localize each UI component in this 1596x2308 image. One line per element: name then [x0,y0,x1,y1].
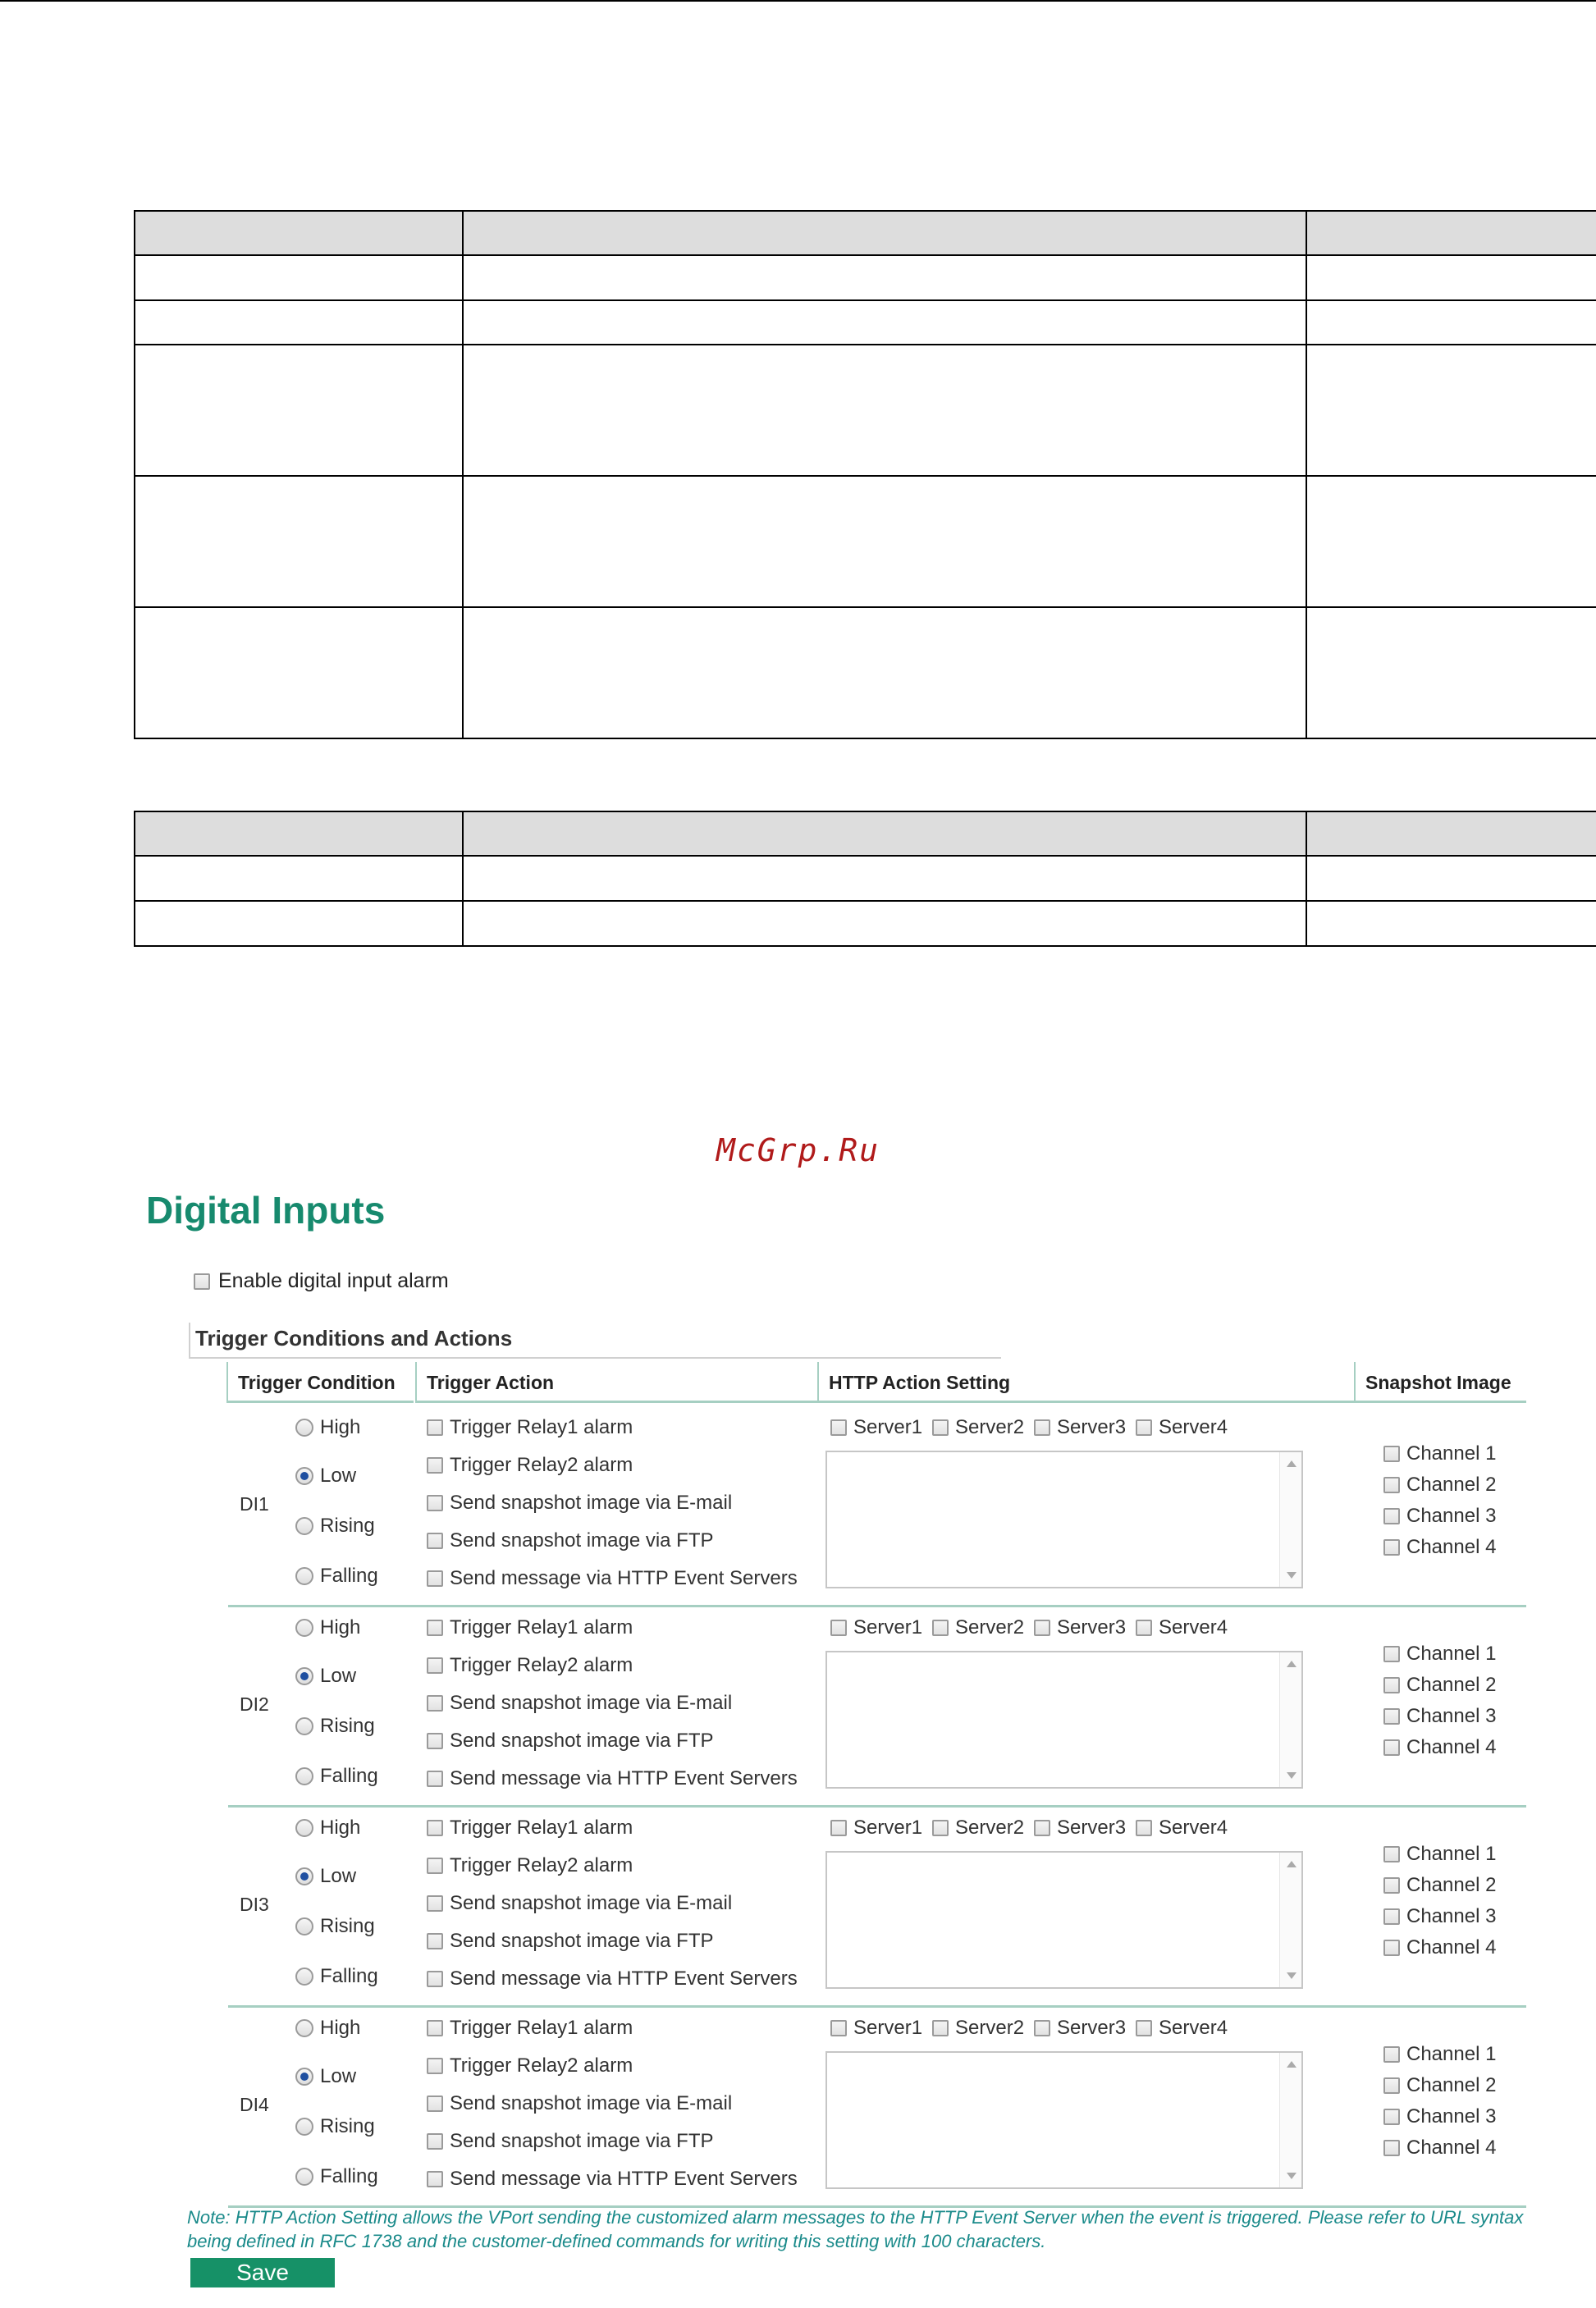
server-checkbox[interactable] [1136,1419,1152,1436]
server-label: Server1 [853,1817,923,1839]
channel-label: Channel 2 [1406,1674,1497,1696]
action-checkbox[interactable] [427,1895,443,1912]
condition-option-rising[interactable] [295,1515,375,1538]
condition-option-low[interactable] [295,1665,356,1688]
server-option-4[interactable] [1136,2017,1228,2040]
action-checkbox[interactable] [427,1771,443,1787]
condition-label: High [320,1817,361,1839]
radio-high[interactable] [295,1419,313,1437]
action-checkbox[interactable] [427,1570,443,1587]
server-label: Server2 [955,2017,1025,2039]
enable-alarm-label: Enable digital input alarm [218,1269,449,1292]
action-checkbox[interactable] [427,1457,443,1474]
http-action-textarea[interactable] [825,1851,1303,1989]
channel-option-4[interactable] [1383,2137,1496,2159]
textarea-scrollbar[interactable] [1279,1853,1301,1987]
server-checkbox[interactable] [830,1820,847,1836]
scroll-down-arrow-icon[interactable] [1287,1772,1296,1779]
channel-option-1[interactable] [1383,1843,1496,1866]
channel-option-4[interactable] [1383,1536,1496,1559]
server-checkbox[interactable] [1136,1620,1152,1636]
condition-label: High [320,1416,361,1438]
server-checkbox[interactable] [932,1419,949,1436]
condition-label: Low [320,1665,357,1687]
channel-label: Channel 1 [1406,2043,1497,2065]
textarea-scrollbar[interactable] [1279,1652,1301,1787]
condition-option-low[interactable] [295,2065,356,2088]
server-option-2[interactable] [932,1817,1024,1840]
server-label: Server3 [1057,2017,1127,2039]
server-option-2[interactable] [932,1616,1024,1639]
action-label: Trigger Relay1 alarm [450,1416,633,1438]
channel-label: Channel 4 [1406,1736,1497,1758]
condition-option-high[interactable] [295,1817,360,1840]
server-label: Server4 [1159,2017,1228,2039]
top-rule [0,0,1596,2]
radio-low[interactable] [295,1867,313,1885]
condition-label: Low [320,1465,357,1487]
radio-high[interactable] [295,1619,313,1637]
action-option-4[interactable] [427,1730,714,1753]
http-action-textarea[interactable] [825,1451,1303,1588]
server-label: Server4 [1159,1616,1228,1638]
action-option-5[interactable] [427,1767,798,1790]
action-option-2[interactable] [427,1454,633,1477]
condition-label: Rising [320,1515,375,1537]
server-label: Server2 [955,1817,1025,1839]
action-checkbox[interactable] [427,1971,443,1987]
server-checkbox[interactable] [1034,1620,1050,1636]
action-label: Trigger Relay2 alarm [450,1654,633,1676]
action-label: Trigger Relay2 alarm [450,1854,633,1876]
server-checkbox[interactable] [830,2020,847,2036]
action-option-1[interactable] [427,2017,633,2040]
action-label: Trigger Relay2 alarm [450,1454,633,1476]
server-option-4[interactable] [1136,1616,1228,1639]
action-checkbox[interactable] [427,1820,443,1836]
action-checkbox[interactable] [427,1858,443,1874]
channel-option-1[interactable] [1383,1643,1496,1666]
action-label: Send snapshot image via FTP [450,1730,714,1752]
action-option-3[interactable] [427,1892,732,1915]
action-label: Send snapshot image via E-mail [450,1892,733,1914]
action-checkbox[interactable] [427,2095,443,2112]
action-option-3[interactable] [427,1492,732,1515]
action-option-1[interactable] [427,1817,633,1840]
di-name: DI3 [240,1894,269,1915]
condition-option-falling[interactable] [295,1965,378,1988]
condition-label: Falling [320,2165,378,2187]
channel-checkbox[interactable] [1383,1739,1400,1756]
action-option-2[interactable] [427,1654,633,1677]
channel-checkbox[interactable] [1383,2077,1400,2094]
server-checkbox[interactable] [932,2020,949,2036]
server-option-3[interactable] [1034,1616,1126,1639]
action-option-5[interactable] [427,2168,798,2191]
action-label: Send snapshot image via FTP [450,2130,714,2152]
action-label: Trigger Relay1 alarm [450,2017,633,2039]
http-action-textarea[interactable] [825,1651,1303,1789]
col-http-action-setting: HTTP Action Setting [817,1362,1354,1403]
action-checkbox[interactable] [427,2020,443,2036]
condition-option-low[interactable] [295,1865,356,1888]
action-checkbox[interactable] [427,1620,443,1636]
scroll-up-arrow-icon[interactable] [1287,1861,1296,1867]
action-label: Send snapshot image via E-mail [450,2092,733,2114]
di-row-2 [228,1605,1526,1808]
channel-checkbox[interactable] [1383,1940,1400,1956]
action-option-5[interactable] [427,1968,798,1990]
server-option-4[interactable] [1136,1416,1228,1439]
channel-label: Channel 2 [1406,1874,1497,1896]
server-label: Server1 [853,2017,923,2039]
channel-checkbox[interactable] [1383,1477,1400,1493]
channel-checkbox[interactable] [1383,1539,1400,1556]
action-label: Send snapshot image via FTP [450,1529,714,1552]
di-row-1 [228,1405,1526,1607]
action-option-3[interactable] [427,2092,732,2115]
channel-label: Channel 1 [1406,1442,1497,1465]
condition-option-low[interactable] [295,1465,356,1488]
server-checkbox[interactable] [1034,2020,1050,2036]
page-title: Digital Inputs [146,1189,386,1232]
scroll-down-arrow-icon[interactable] [1287,1972,1296,1979]
di-row-3 [228,1805,1526,2008]
http-action-textarea[interactable] [825,2051,1303,2189]
condition-option-falling[interactable] [295,1765,378,1788]
scroll-up-arrow-icon[interactable] [1287,1661,1296,1667]
server-label: Server3 [1057,1616,1127,1638]
condition-label: Low [320,2065,357,2087]
server-checkbox[interactable] [1034,1820,1050,1836]
action-option-4[interactable] [427,1529,714,1552]
textarea-scrollbar[interactable] [1279,1452,1301,1587]
condition-label: Rising [320,2115,375,2137]
action-option-2[interactable] [427,1854,633,1877]
section-title: Trigger Conditions and Actions [189,1323,1001,1359]
server-label: Server2 [955,1616,1025,1638]
server-label: Server3 [1057,1416,1127,1438]
action-option-5[interactable] [427,1567,798,1590]
channel-label: Channel 4 [1406,2137,1497,2159]
channel-checkbox[interactable] [1383,1677,1400,1693]
channel-checkbox[interactable] [1383,1877,1400,1894]
channel-checkbox[interactable] [1383,1908,1400,1925]
action-option-2[interactable] [427,2054,633,2077]
condition-label: Falling [320,1965,378,1987]
server-checkbox[interactable] [830,1620,847,1636]
radio-low[interactable] [295,2068,313,2086]
server-option-3[interactable] [1034,2017,1126,2040]
condition-label: High [320,2017,361,2039]
radio-high[interactable] [295,2019,313,2037]
action-checkbox[interactable] [427,2133,443,2150]
action-checkbox[interactable] [427,1733,443,1749]
action-checkbox[interactable] [427,1419,443,1436]
action-checkbox[interactable] [427,1657,443,1674]
channel-label: Channel 3 [1406,1505,1497,1527]
server-checkbox[interactable] [932,1820,949,1836]
condition-label: Falling [320,1765,378,1787]
http-note: Note: HTTP Action Setting allows the VPort sending the customized alarm messages to the HTTP Event Server when the event is triggered. Please refer to URL syntax being defined in RFC 1738 and the customer-defined commands for writing this setting with 100 characters. [187,2207,1524,2251]
action-label: Send message via HTTP Event Servers [450,2168,798,2190]
server-label: Server1 [853,1416,923,1438]
condition-option-high[interactable] [295,2017,360,2040]
radio-rising[interactable] [295,2118,313,2136]
channel-option-4[interactable] [1383,1936,1496,1959]
radio-high[interactable] [295,1819,313,1837]
save-button[interactable]: Save [190,2258,335,2287]
condition-label: Falling [320,1565,378,1587]
channel-checkbox[interactable] [1383,1646,1400,1662]
radio-falling[interactable] [295,1767,313,1785]
channel-label: Channel 2 [1406,2074,1497,2096]
server-label: Server1 [853,1616,923,1638]
channel-option-3[interactable] [1383,1905,1496,1928]
action-checkbox[interactable] [427,1933,443,1949]
channel-option-3[interactable] [1383,1705,1496,1728]
server-option-1[interactable] [830,1416,922,1439]
server-option-2[interactable] [932,2017,1024,2040]
channel-checkbox[interactable] [1383,1446,1400,1462]
textarea-scrollbar[interactable] [1279,2053,1301,2187]
scroll-up-arrow-icon[interactable] [1287,1460,1296,1467]
channel-option-1[interactable] [1383,1442,1496,1465]
condition-label: High [320,1616,361,1638]
server-option-2[interactable] [932,1416,1024,1439]
scroll-up-arrow-icon[interactable] [1287,2061,1296,2068]
channel-option-2[interactable] [1383,1474,1496,1497]
server-checkbox[interactable] [830,1419,847,1436]
channel-checkbox[interactable] [1383,1846,1400,1862]
channel-option-3[interactable] [1383,1505,1496,1528]
col-trigger-action: Trigger Action [415,1362,817,1403]
di-name: DI1 [240,1493,269,1515]
di-name: DI4 [240,2094,269,2115]
channel-checkbox[interactable] [1383,2140,1400,2156]
action-label: Send message via HTTP Event Servers [450,1968,798,1990]
action-checkbox[interactable] [427,2058,443,2074]
server-checkbox[interactable] [1136,1820,1152,1836]
channel-label: Channel 3 [1406,1705,1497,1727]
action-option-1[interactable] [427,1416,633,1439]
action-option-4[interactable] [427,2130,714,2153]
enable-alarm-checkbox[interactable] [194,1273,210,1290]
condition-label: Rising [320,1915,375,1937]
radio-rising[interactable] [295,1517,313,1535]
di-row-4 [228,2005,1526,2208]
server-label: Server3 [1057,1817,1127,1839]
condition-option-falling[interactable] [295,2165,378,2188]
server-option-1[interactable] [830,1817,922,1840]
scroll-down-arrow-icon[interactable] [1287,2173,1296,2179]
condition-option-rising[interactable] [295,2115,375,2138]
server-label: Server4 [1159,1817,1228,1839]
server-option-1[interactable] [830,1616,922,1639]
server-checkbox[interactable] [932,1620,949,1636]
channel-option-2[interactable] [1383,2074,1496,2097]
server-checkbox[interactable] [1136,2020,1152,2036]
action-checkbox[interactable] [427,2171,443,2187]
radio-rising[interactable] [295,1717,313,1735]
server-option-3[interactable] [1034,1416,1126,1439]
watermark: McGrp.Ru [716,1132,880,1168]
channel-checkbox[interactable] [1383,1508,1400,1524]
channel-option-4[interactable] [1383,1736,1496,1759]
server-option-1[interactable] [830,2017,922,2040]
channel-checkbox[interactable] [1383,1708,1400,1725]
action-option-1[interactable] [427,1616,633,1639]
action-label: Send message via HTTP Event Servers [450,1567,798,1589]
server-option-4[interactable] [1136,1817,1228,1840]
channel-label: Channel 1 [1406,1643,1497,1665]
channel-option-2[interactable] [1383,1874,1496,1897]
channel-label: Channel 4 [1406,1936,1497,1958]
radio-falling[interactable] [295,1567,313,1585]
col-snapshot-image: Snapshot Image [1354,1362,1526,1403]
action-option-3[interactable] [427,1692,732,1715]
condition-option-rising[interactable] [295,1715,375,1738]
empty-doc-table-1 [134,210,1596,739]
condition-option-falling[interactable] [295,1565,378,1588]
channel-label: Channel 2 [1406,1474,1497,1496]
di-name: DI2 [240,1693,269,1715]
condition-option-high[interactable] [295,1416,360,1439]
channel-label: Channel 3 [1406,2105,1497,2127]
condition-option-rising[interactable] [295,1915,375,1938]
enable-alarm-row [194,1269,449,1293]
server-label: Server2 [955,1416,1025,1438]
condition-option-high[interactable] [295,1616,360,1639]
radio-falling[interactable] [295,2168,313,2186]
channel-label: Channel 4 [1406,1536,1497,1558]
action-label: Send snapshot image via E-mail [450,1692,733,1714]
channel-option-2[interactable] [1383,1674,1496,1697]
action-label: Trigger Relay2 alarm [450,2054,633,2077]
channel-checkbox[interactable] [1383,2046,1400,2063]
channel-label: Channel 1 [1406,1843,1497,1865]
server-option-3[interactable] [1034,1817,1126,1840]
radio-low[interactable] [295,1667,313,1685]
radio-falling[interactable] [295,1968,313,1986]
action-label: Trigger Relay1 alarm [450,1817,633,1839]
action-label: Send snapshot image via FTP [450,1930,714,1952]
col-trigger-condition: Trigger Condition [226,1362,414,1403]
scroll-down-arrow-icon[interactable] [1287,1572,1296,1579]
action-label: Send snapshot image via E-mail [450,1492,733,1514]
action-checkbox[interactable] [427,1695,443,1712]
channel-label: Channel 3 [1406,1905,1497,1927]
condition-label: Low [320,1865,357,1887]
server-checkbox[interactable] [1034,1419,1050,1436]
radio-rising[interactable] [295,1917,313,1936]
action-checkbox[interactable] [427,1533,443,1549]
action-label: Send message via HTTP Event Servers [450,1767,798,1789]
channel-checkbox[interactable] [1383,2109,1400,2125]
action-option-4[interactable] [427,1930,714,1953]
radio-low[interactable] [295,1467,313,1485]
condition-label: Rising [320,1715,375,1737]
action-checkbox[interactable] [427,1495,443,1511]
action-label: Trigger Relay1 alarm [450,1616,633,1638]
empty-doc-table-2 [134,811,1596,947]
server-label: Server4 [1159,1416,1228,1438]
channel-option-1[interactable] [1383,2043,1496,2066]
channel-option-3[interactable] [1383,2105,1496,2128]
